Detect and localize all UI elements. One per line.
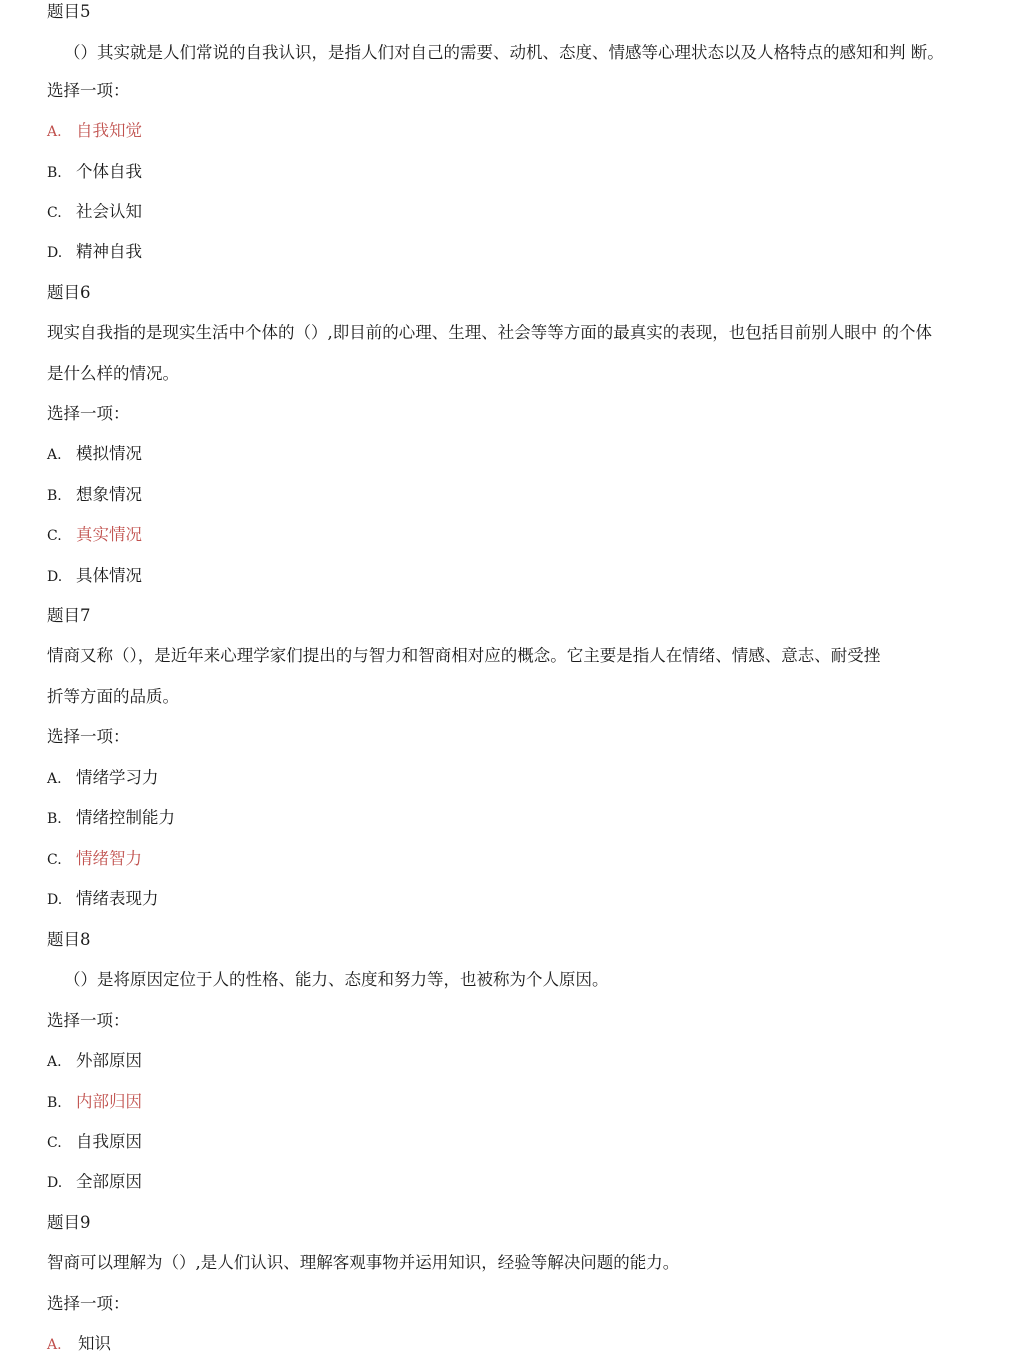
question-8-option-b[interactable]: [47, 1092, 142, 1113]
option-letter: B.: [47, 165, 62, 181]
question-6-option-b[interactable]: [47, 485, 142, 506]
option-text: 个体自我: [76, 162, 142, 181]
option-letter: A.: [47, 124, 62, 140]
question-7-option-c[interactable]: [47, 849, 142, 870]
option-text: 真实情况: [76, 525, 142, 544]
question-8-title: 题目8: [47, 930, 91, 949]
option-text: 内部归因: [76, 1092, 142, 1111]
question-7-option-a[interactable]: [47, 768, 159, 789]
question-5-option-d[interactable]: [47, 242, 142, 263]
option-text: 想象情况: [76, 485, 142, 504]
choose-one-label: 选择一项：: [47, 1011, 130, 1030]
option-letter: A.: [47, 1054, 62, 1070]
option-text: 社会认知: [76, 202, 142, 221]
question-5-title: 题目5: [47, 2, 91, 21]
question-6-stem-line1: 现实自我指的是现实生活中个体的（）,即目前的心理、生理、社会等等方面的最真实的表现，也包括目前别人眼中 的个体: [47, 323, 932, 342]
question-5-stem: （）其实就是人们常说的自我认识，是指人们对自己的需要、动机、态度、情感等心理状态以及人格特点的感知和判 断。: [64, 43, 944, 62]
option-text: 外部原因: [76, 1051, 142, 1070]
question-7-stem-line2: 折等方面的品质。: [47, 687, 179, 706]
option-text: 自我知觉: [76, 121, 142, 140]
choose-one-label: 选择一项：: [47, 81, 130, 100]
question-7-option-d[interactable]: [47, 889, 159, 910]
question-7-title: 题目7: [47, 606, 91, 625]
option-letter: C.: [47, 1135, 62, 1151]
option-text: 情绪智力: [76, 849, 142, 868]
option-letter: A.: [47, 771, 62, 787]
question-8-stem: （）是将原因定位于人的性格、能力、态度和努力等，也被称为个人原因。: [64, 970, 609, 989]
question-5-option-c[interactable]: [47, 202, 142, 223]
question-5-option-a[interactable]: [47, 121, 142, 142]
option-text: 情绪表现力: [76, 889, 159, 908]
question-7-option-b[interactable]: [47, 808, 175, 829]
option-text: 精神自我: [76, 242, 142, 261]
option-letter: A.: [47, 447, 62, 463]
option-text: 情绪学习力: [76, 768, 159, 787]
question-8-option-a[interactable]: [47, 1051, 142, 1072]
question-6-option-c[interactable]: [47, 525, 142, 546]
question-7-stem-line1: 情商又称（），是近年来心理学家们提出的与智力和智商相对应的概念。它主要是指人在情绪、情感、意志、耐受挫: [47, 646, 881, 665]
option-letter: D.: [47, 892, 63, 908]
question-9-option-a[interactable]: [47, 1334, 111, 1355]
option-letter: B.: [47, 1095, 62, 1111]
option-letter: A.: [47, 1337, 62, 1353]
question-5-option-b[interactable]: [47, 162, 142, 183]
question-6-title: 题目6: [47, 283, 91, 302]
question-9-stem: 智商可以理解为（）,是人们认识、理解客观事物并运用知识，经验等解决问题的能力。: [47, 1253, 680, 1272]
option-text: 自我原因: [76, 1132, 142, 1151]
question-6-option-d[interactable]: [47, 566, 142, 587]
question-8-option-d[interactable]: [47, 1172, 142, 1193]
option-text: 模拟情况: [76, 444, 142, 463]
option-text: 知识: [78, 1334, 111, 1353]
option-text: 全部原因: [76, 1172, 142, 1191]
question-9-title: 题目9: [47, 1213, 91, 1232]
option-text: 具体情况: [76, 566, 142, 585]
choose-one-label: 选择一项：: [47, 404, 130, 423]
question-8-option-c[interactable]: [47, 1132, 142, 1153]
question-6-option-a[interactable]: [47, 444, 142, 465]
choose-one-label: 选择一项：: [47, 727, 130, 746]
option-text: 情绪控制能力: [76, 808, 175, 827]
choose-one-label: 选择一项：: [47, 1294, 130, 1313]
option-letter: C.: [47, 205, 62, 221]
option-letter: D.: [47, 1175, 63, 1191]
option-letter: B.: [47, 811, 62, 827]
option-letter: C.: [47, 528, 62, 544]
option-letter: D.: [47, 245, 63, 261]
option-letter: B.: [47, 488, 62, 504]
question-6-stem-line2: 是什么样的情况。: [47, 364, 179, 383]
option-letter: D.: [47, 569, 63, 585]
option-letter: C.: [47, 852, 62, 868]
